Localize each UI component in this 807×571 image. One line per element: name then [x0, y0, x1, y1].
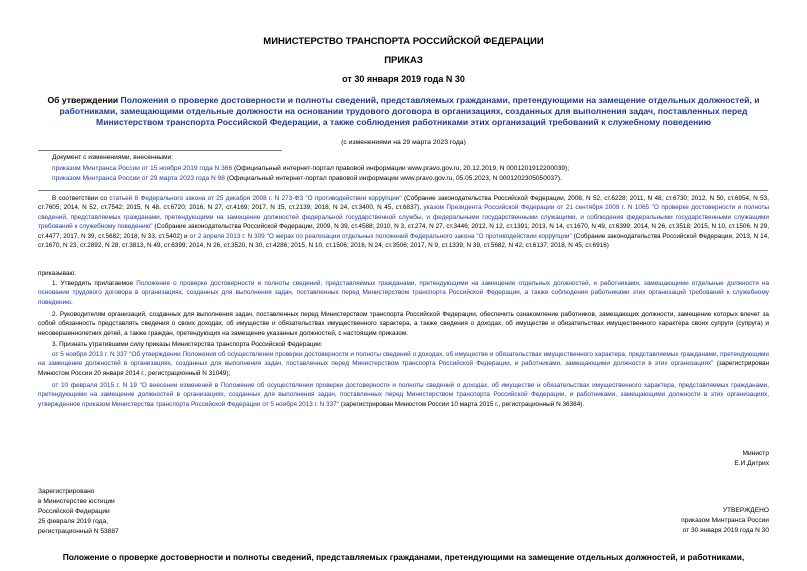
doc-type-heading: ПРИКАЗ: [384, 55, 423, 66]
text-run: (зарегистрирован Минюстом России 20 января 2014 г., регистрационный N 31049);: [38, 360, 769, 377]
amendment-source-2: (Официальный интернет-портал правовой информации www.pravo.gov.ru, 05.05.2023, N 0001202305050037).: [224, 175, 562, 182]
text-run: (Собрание законодательства Российской Федерации, 2013, N 14, ст.1670, N 23, ст.2892, N 28, ст.3813, N 49, ст.6399; 2014, N 26, ст.3520, N 30, ст.4286; 2015, N 10, ст.1506; 2016, N 24, ст.3506; 2017, N 9, ст.1339, N 39, ст.5682, N 42, ст.6137; 2018, N 45, ст.6916): [38, 232, 769, 250]
amendment-link-1[interactable]: приказом Минтранса России от 15 ноября 2019 года N 366: [52, 164, 233, 172]
regulation-title: Положение о проверке достоверности и полноты сведений, представляемых гражданами, претендующими на замещение отдельных должностей, и работниками,: [62, 552, 745, 562]
ministry-heading: МИНИСТЕРСТВО ТРАНСПОРТА РОССИЙСКОЙ ФЕДЕРАЦИИ: [263, 36, 544, 47]
decree-1065-link[interactable]: указом Президента Российской Федерации от 21 сентября 2009 г. N 1065 "О проверке достоверности и полноты сведений, представляемых гражданами, претендующими на замещение должностей федеральной государственной службы, и федеральными государственными служащими, и соблюдения федеральными государственными служащими требований к служебному поведению": [38, 204, 769, 231]
divider: [38, 150, 282, 151]
order-337-link[interactable]: от 5 ноября 2013 г. N 337 "Об утверждении Положения об осуществлении проверки достоверности и полноты сведений о доходах, об имуществе и обязательствах имущественного характера, представляемых гражданами, претендующими на замещение должностей в организациях, созданных для выполнения задач, поставленных перед Министерством транспорта Российской Федерации, и работниками, замещающими должности в этих организациях": [38, 351, 769, 368]
amendment-source-1: (Официальный интернет-портал правовой информации www.pravo.gov.ru, 20.12.2019, N 0001201912200039);: [232, 164, 570, 172]
amendment-item: [52, 164, 569, 175]
repealed-order-1: [38, 350, 769, 378]
amendments-list: [52, 153, 569, 185]
approval-line: УТВЕРЖДЕНО: [722, 507, 769, 514]
title-prefix: Об утверждении: [47, 95, 121, 105]
text-run: .: [70, 298, 73, 306]
repealed-order-2: [38, 381, 769, 409]
paragraph-1: [38, 279, 769, 307]
preamble-paragraph: [38, 194, 769, 250]
approval-block: [681, 506, 769, 536]
signer-name: Е.И.Дитрих: [734, 459, 769, 467]
title-link[interactable]: Положения о проверке достоверности и полноты сведений, представляемых гражданами, претендующими на замещение отдельных должностей, и работниками, замещающими отдельные должности на основании трудового договора в организациях, созданных для выполнения задач, поставленных перед Министерством транспорта Российской Федерации, а также соблюдения работниками этих организаций требований к служебному поведению: [59, 95, 760, 127]
approval-line: от 30 января 2019 года N 30: [682, 527, 769, 534]
registration-block: [38, 487, 119, 537]
text-run: В соответствии со: [52, 195, 110, 202]
paragraph-3: 3. Признать утратившими силу приказы Министерства транспорта Российской Федерации:: [52, 341, 323, 348]
registration-line: регистрационный N 53887: [38, 528, 119, 535]
registration-line: Российской Федерации: [38, 508, 110, 515]
orders-line: приказываю:: [38, 270, 76, 277]
text-run: (Собрание законодательства Российской Федерации, 2008, N 52, ст.6228; 2011, N 48, ст.6730; 2012, N 50, ст.6954, N 53, ст.7605; 2014, N 52, ст.7542; 2015, N 48, ст.6720; 2016, N 27, ст.4169; 2017, N 15, ст.2139; 2018, N 24, ст.3400, N 45, ст.6837),: [38, 195, 769, 212]
approval-line: приказом Минтранса России: [681, 517, 769, 524]
amendment-item: [52, 174, 569, 185]
decree-309-link[interactable]: от 2 апреля 2013 г. N 309 "О мерах по реализации отдельных положений Федерального закона "О противодействии коррупции": [189, 232, 572, 240]
registration-line: Зарегистрировано: [38, 488, 95, 495]
revision-note: (с изменениями на 29 марта 2023 года): [341, 139, 466, 146]
order-title: [38, 95, 769, 128]
divider: [38, 190, 768, 191]
signer-role: Министр: [742, 450, 769, 457]
amendments-heading: Документ с изменениями, внесенными:: [52, 154, 174, 161]
amendment-link-2[interactable]: приказом Минтранса России от 29 марта 2023 года N 98: [52, 175, 225, 182]
text-run: 1. Утвердить прилагаемое: [52, 280, 137, 287]
order-19-link[interactable]: от 10 февраля 2015 г. N 19 "О внесении изменений в Положение об осуществлении проверки достоверности и полноты сведений о доходах, об имуществе и обязательствах имущественного характера, представляемых гражданами, претендующими на замещение должностей в организациях, созданных для выполнения задач, поставленных перед Министерством транспорта Российской Федерации, и работниками, замещающими должности в этих организациях, утвержденное приказом Министерства транспорта Российской Федерации от 5 ноября 2013 г. N 337": [38, 382, 769, 408]
law-273-link[interactable]: статьей 8 Федерального закона от 25 декабря 2008 г. N 273-ФЗ "О противодействии коррупции": [109, 195, 402, 202]
text-run: (Собрание законодательства Российской Федерации, 2009, N 39, ст.4588; 2010, N 3, ст.274, N 27, ст.3446; 2012, N 12, ст.1391; 2013, N 14, ст.1670, N 49, ст.6399; 2014, N 26, ст.3518; 2015, N 10, ст.1506, N 29, ст.4477; 2017, N 39, ст.5682; 2018, N 33, ст.5402) и: [38, 223, 769, 240]
date-number: от 30 января 2019 года N 30: [342, 74, 465, 84]
registration-line: 25 февраля 2019 года,: [38, 518, 108, 525]
regulation-link[interactable]: Положение о проверке достоверности и полноты сведений, представляемых гражданами, претендующими на замещение отдельных должностей, и работниками, замещающими отдельные должности на основании трудового договора в организациях, созданных для выполнения задач, поставленных перед Министерством транспорта Российской Федерации, а также соблюдения работниками этих организаций требований к служебному поведению: [38, 280, 770, 306]
registration-line: в Министерстве юстиции: [38, 498, 115, 505]
paragraph-2: 2. Руководителям организаций, созданных для выполнения задач, поставленных перед Министерством транспорта Российской Федерации, обеспечить ознакомление работников, замещающих должности, замещение которых влечет за собой обязанность представлять сведения о своих доходах, об имуществе и обязательствах имущественного характера, а также сведения о доходах, об имуществе и обязательствах имущественного характера своих супруги (супруга) и несовершеннолетних детей, а также граждан, претендующих на замещение указанных должностей, с настоящим приказом.: [38, 311, 769, 337]
text-run: (зарегистрирован Минюстом России 10 марта 2015 г., регистрационный N 36384).: [339, 400, 585, 408]
signature-block: [734, 449, 769, 469]
